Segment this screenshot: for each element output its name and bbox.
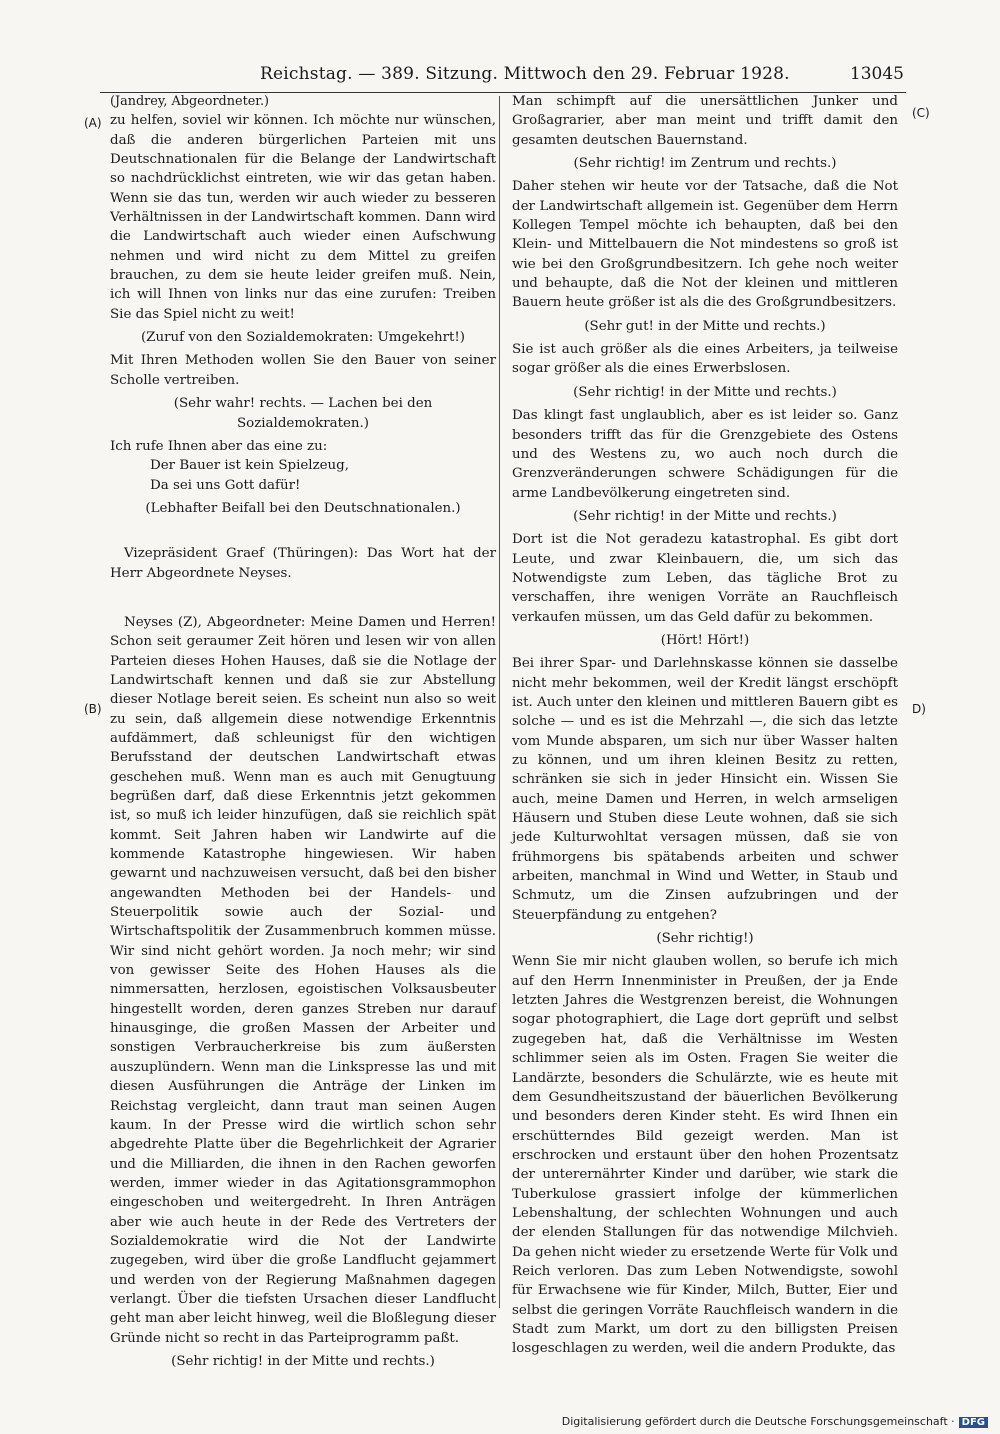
paragraph: Daher stehen wir heute vor der Tatsache, daß die Not der Landwirtschaft allgemein ist. Gegenüber dem Herrn Kollegen Tempel möchte ich behaupten, daß bei den Klein- und Mittelbauern die Not mindestens so groß ist wie bei den Großgrundbesitzern. Ich gehe noch weiter und behaupte, daß die Not der kleinen und mittleren Bauern heute größer ist als die des Großgrundbesitzers. [512,179,898,311]
paragraph: Man schimpft auf die unersättlichen Junker und Großagrarier, aber man meint und trifft damit den gesamten deutschen Bauernstand. [512,94,898,148]
interjection: (Sehr richtig! in der Mitte und rechts.) [171,1353,435,1369]
presiding-statement: Vizepräsident Graef (Thüringen): Das Wort hat der Herr Abgeordnete Neyses. [110,546,496,581]
margin-marker-a: (A) [84,116,102,130]
verse-line: Da sei uns Gott dafür! [150,477,301,493]
paragraph: Bei ihrer Spar- und Darlehnskasse können sie dasselbe nicht mehr bekommen, weil der Kredit längst erschöpft ist. Auch unter den kleinen und mittleren Bauern gibt es solche — und es ist die Mehrzahl —, die sich das letzte vom Munde absparen, um sich nur über Wasser halten zu können, und um ihren kleinen Besitz zu retten, schränken sie sich in jeder Hinsicht ein. Wissen Sie auch, meine Damen und Herren, in welch armseligen Häusern und Stuben diese Leute wohnen, daß sie sich jede Kulturwohltat versagen müssen, daß sie von frühmorgens bis spätabends arbeiten und schwer arbeiten, manchmal in Wind und Wetter, in Staub und Schmutz, um die Zinsen aufzubringen und der Steuerpfändung zu entgehen? [512,656,898,923]
footer-text: Digitalisierung gefördert durch die Deutsche Forschungsgemeinschaft · [561,1415,955,1428]
verse-line: Der Bauer ist kein Spielzeug, [150,458,350,474]
interjection: (Lebhafter Beifall bei den Deutschnationalen.) [145,500,461,516]
paragraph: Das klingt fast unglaublich, aber es ist leider so. Ganz besonders trifft das für die Grenzgebiete des Ostens und des Westens zu, wo auch noch durch die Grenzveränderungen schwere Schädigungen für die arme Landbevölkerung eingetreten sind. [512,408,898,501]
interjection: (Hört! Hört!) [660,632,750,648]
funding-footer [562,1415,988,1428]
paragraph: Dort ist die Not geradezu katastrophal. Es gibt dort Leute, und zwar Kleinbauern, die, um sich das Notwendigste zum Leben, das tägliche Brot zu verschaffen, ihre wenigen Vorräte an Rauchfleisch verkaufen müssen, um das Geld dafür zu bekommen. [512,532,898,625]
margin-marker-b: (B) [84,702,102,716]
speech-paragraph: Neyses (Z), Abgeordneter: Meine Damen und Herren! Schon seit geraumer Zeit hören und lesen wir von allen Parteien dieses Hohen Hauses, daß sie die Notlage der Landwirtschaft kennen und daß sie zur Abstellung dieser Notlage bereit seien. Es scheint nun also so weit zu sein, daß allgemein diese notwendige Erkenntnis aufdämmert, daß schleunigst für den wichtigen Berufsstand der deutschen Landwirtschaft etwas geschehen muß. Wenn man es auch mit Genugtuung begrüßen darf, daß diese Erkenntnis jetzt gekommen ist, so muß ich leider hinzufügen, daß sie reichlich spät kommt. Seit Jahren haben wir Landwirte auf die kommende Katastrophe hingewiesen. Wir haben gewarnt und nachzuweisen versucht, daß bei den bisher angewandten Methoden bei der Handels- und Steuerpolitik sowie auch der Sozial- und Wirtschaftspolitik der Zusammenbruch kommen müsse. Wir sind nicht gehört worden. Ja noch mehr; wir sind von gewisser Seite des Hohen Hauses als die nimmersatten, herzlosen, egoistischen Volksausbeuter hingestellt worden, deren ganzes Streben nur darauf hinausginge, die großen Massen der Arbeiter und sonstigen Verbraucherkreise bis zum äußersten auszuplündern. Wenn man die Linkspresse las und mit diesen Ausführungen die Anträge der Linken im Reichstag vergleicht, dann traut man seinen Augen kaum. In der Presse wird die wirtlich schon sehr abgedrehte Platte über die Begehrlichkeit der Agrarier und die Milliarden, die ihnen in den Rachen geworfen werden, immer wieder in das Agitationsgrammophon eingeschoben und weitergedreht. In Ihren Anträgen aber wie auch heute in der Rede des Vertreters der Sozialdemokratie wird die Not der Landwirte zugegeben, wird über die große Landflucht gejammert und werden von der Regierung Maßnahmen dagegen verlangt. Über die tiefsten Ursachen dieser Landflucht geht man aber leicht hinweg, weil die Bloßlegung dieser Gründe nicht so recht in das Parteiprogramm paßt. [110,614,496,1346]
margin-marker-c: (C) [912,106,930,120]
interjection: (Zuruf von den Sozialdemokraten: Umgekehrt!) [140,330,466,346]
column-divider [499,96,500,1308]
page-number: 13045 [849,64,904,84]
running-head: Reichstag. — 389. Sitzung. Mittwoch den 29. Februar 1928. [260,64,790,84]
interjection: (Sehr wahr! rechts. — Lachen bei den Sozialdemokraten.) [173,396,433,431]
interjection: (Sehr richtig!) [656,931,754,947]
interjection: (Sehr richtig! in der Mitte und rechts.) [573,384,837,400]
interjection: (Sehr gut! in der Mitte und rechts.) [584,318,826,334]
paragraph: Sie ist auch größer als die eines Arbeiters, ja teilweise sogar größer als die eines Erwerbslosen. [512,342,898,377]
paragraph: Ich rufe Ihnen aber das eine zu: [110,438,328,454]
speaker-continuation-head: (Jandrey, Abgeordneter.) [110,94,270,109]
paragraph: zu helfen, soviel wir können. Ich möchte nur wünschen, daß die anderen bürgerlichen Parteien mit uns Deutschnationalen für die Belange der Landwirtschaft so nachdrücklichst eintreten, wie wir das getan haben. Wenn sie das tun, werden wir auch wieder zu besseren Verhältnissen in der Landwirtschaft kommen. Dann wird die Landwirtschaft auch wieder einen Aufschwung nehmen und wird nicht zu dem Mittel zu greifen brauchen, zu dem sie heute leider greifen muß. Nein, ich will Ihnen von links nur das eine zurufen: Treiben Sie das Spiel nicht zu weit! [110,113,496,322]
interjection: (Sehr richtig! in der Mitte und rechts.) [573,508,837,524]
spacer [110,583,496,613]
interjection: (Sehr richtig! im Zentrum und rechts.) [573,156,837,172]
margin-marker-d: D) [912,702,926,716]
right-column [512,92,898,1359]
spacer [110,522,496,544]
dfg-logo: DFG [959,1417,988,1428]
running-header [100,62,906,93]
paragraph: Mit Ihren Methoden wollen Sie den Bauer von seiner Scholle vertreiben. [110,353,496,388]
paragraph: Wenn Sie mir nicht glauben wollen, so berufe ich mich auf den Herrn Innenminister in Preußen, der ja Ende letzten Jahres die Westgrenzen bereist, die Wohnungen sogar photographiert, die Lage dort geprüft und selbst zugegeben hat, daß die Verhältnisse im Westen schlimmer seien als im Osten. Fragen Sie weiter die Landärzte, besonders die Schulärzte, wie es heute mit dem Gesundheitszustand der bäuerlichen Bevölkerung und besonders deren Kinder steht. Es wird Ihnen ein erschütterndes Bild gezeigt werden. Man ist erschrocken und erstaunt über den hohen Prozentsatz der unterernährter Kinder und darüber, wie stark die Tuberkulose grassiert infolge der kümmerlichen Lebenshaltung, der schlechten Wohnungen und auch der elenden Stallungen für das notwendige Milchvieh. Da gehen nicht wieder zu ersetzende Werte für Volk und Reich verloren. Das zum Leben Notwendigste, sowohl für Erwachsene wie für Kinder, Milch, Butter, Eier und selbst die geringen Vorräte Rauchfleisch wandern in die Stadt zum Markt, um dort zu den billigsten Preisen losgeschlagen zu werden, weil die andern Produkte, das [512,954,898,1357]
left-column [110,92,496,1375]
